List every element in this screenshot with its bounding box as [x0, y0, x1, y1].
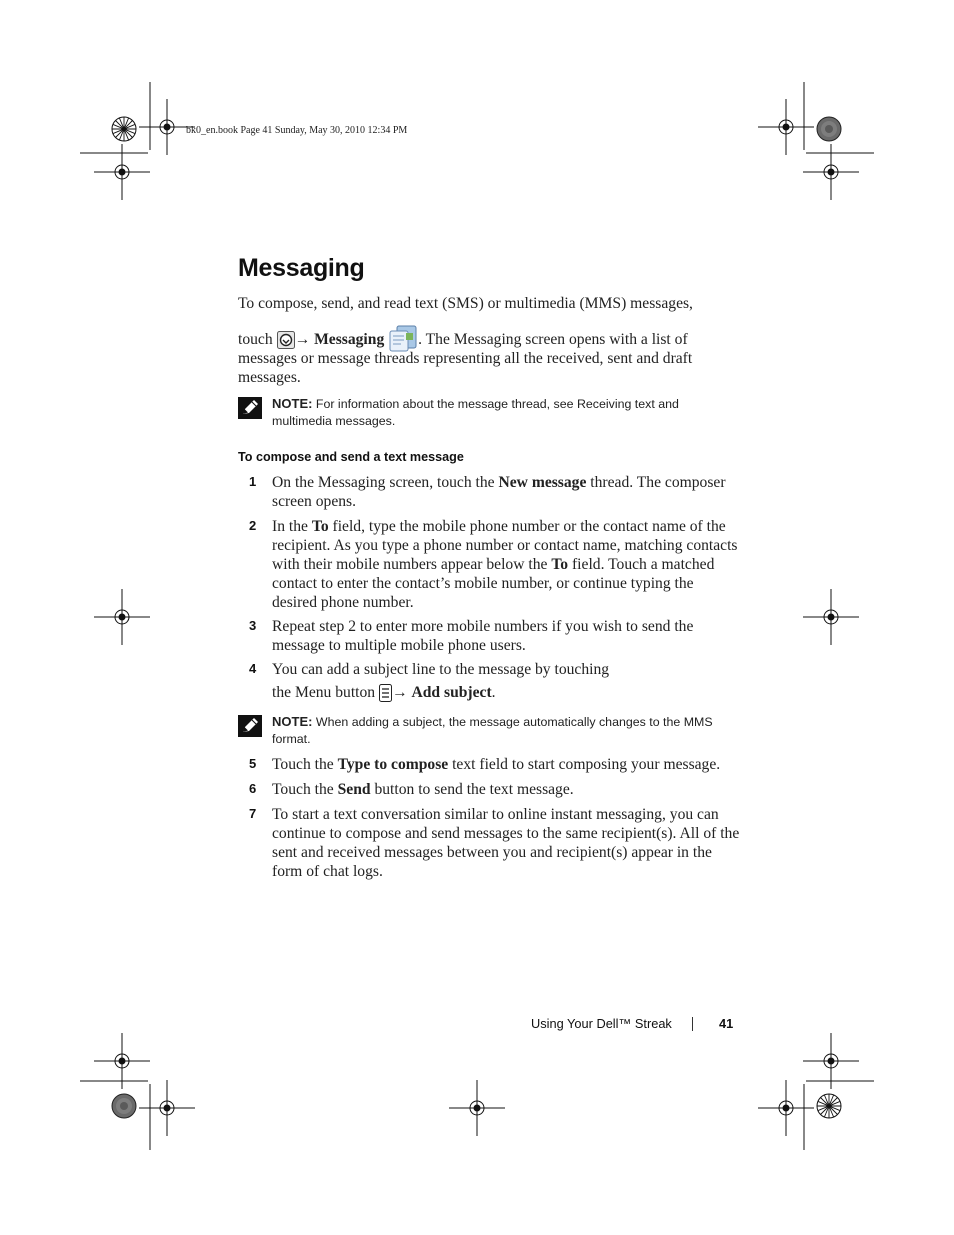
- step-number: 6: [249, 781, 257, 796]
- step-number: 5: [249, 756, 257, 771]
- procedure-heading: To compose and send a text message: [238, 450, 464, 464]
- touch-prefix: touch: [238, 331, 273, 349]
- messaging-label: Messaging: [314, 331, 385, 349]
- step-number: 2: [249, 518, 257, 533]
- print-slug: bk0_en.book Page 41 Sunday, May 30, 2010 12:34 PM: [186, 125, 408, 136]
- step-text: field, type the mobile phone number or the contact name of the recipient. As you type a phone number or contact name, matching contacts with their mobile numbers appear below the: [272, 518, 738, 573]
- step-text: thread. The composer screen opens.: [272, 474, 726, 510]
- arrow: →: [294, 331, 311, 349]
- step-number: 7: [249, 806, 257, 821]
- page-title: Messaging: [238, 254, 365, 282]
- step-number: 1: [249, 474, 257, 489]
- footer-section-title: Using Your Dell™ Streak: [531, 1016, 672, 1031]
- step-text: Repeat step 2 to enter more mobile numbers if you wish to send the message to multiple mobile phone users.: [272, 618, 694, 654]
- ui-term-to: To: [551, 556, 569, 573]
- page-number: 41: [719, 1016, 734, 1031]
- note-pencil-icon: [238, 715, 262, 737]
- step-text: the Menu button: [272, 684, 376, 701]
- menu-button-icon: [379, 684, 392, 703]
- step-text: field. Touch a matched contact to enter the contact’s mobile number, or continue typing the desired phone number.: [272, 556, 715, 611]
- ui-term-new-message: New message: [498, 474, 587, 491]
- arrow: →: [392, 684, 408, 701]
- note-text: For information about the message thread, see Receiving text and multimedia messages.: [272, 397, 679, 428]
- note-pencil-icon: [238, 397, 262, 419]
- ui-term-send: Send: [337, 781, 371, 798]
- step-number: 4: [249, 661, 257, 676]
- note-label: NOTE:: [272, 396, 313, 411]
- intro-line-4: messages.: [238, 369, 301, 386]
- footer-divider: [692, 1017, 693, 1031]
- ui-term-to: To: [311, 518, 329, 535]
- note-text: When adding a subject, the message automatically changes to the MMS format.: [272, 715, 713, 746]
- intro-after-icon: . The Messaging screen opens with a list of: [418, 331, 688, 349]
- step-text: To start a text conversation similar to online instant messaging, you can continue to compose and send messages to the same recipient(s). All of the sent and received messages between you and recipient(s) appear in the form of chat logs.: [272, 806, 740, 880]
- step-text: Touch the: [272, 781, 338, 798]
- step-text: button to send the text message.: [370, 781, 574, 798]
- step-text: In the: [272, 518, 312, 535]
- step-number: 3: [249, 618, 257, 633]
- step-text: .: [491, 684, 496, 701]
- step-text: Touch the: [272, 756, 338, 773]
- ui-term-type-to-compose: Type to compose: [337, 756, 449, 773]
- intro-line-3: messages or message threads representing all the received, sent and draft: [238, 350, 693, 367]
- ui-term-add-subject: Add subject: [411, 684, 492, 701]
- intro-line-1: To compose, send, and read text (SMS) or multimedia (MMS) messages,: [238, 295, 693, 312]
- launcher-icon: [277, 331, 295, 351]
- step-text: text field to start composing your message.: [448, 756, 721, 773]
- note-label: NOTE:: [272, 714, 313, 729]
- step-text: On the Messaging screen, touch the: [272, 474, 499, 491]
- step-text: You can add a subject line to the message by touching: [272, 661, 610, 678]
